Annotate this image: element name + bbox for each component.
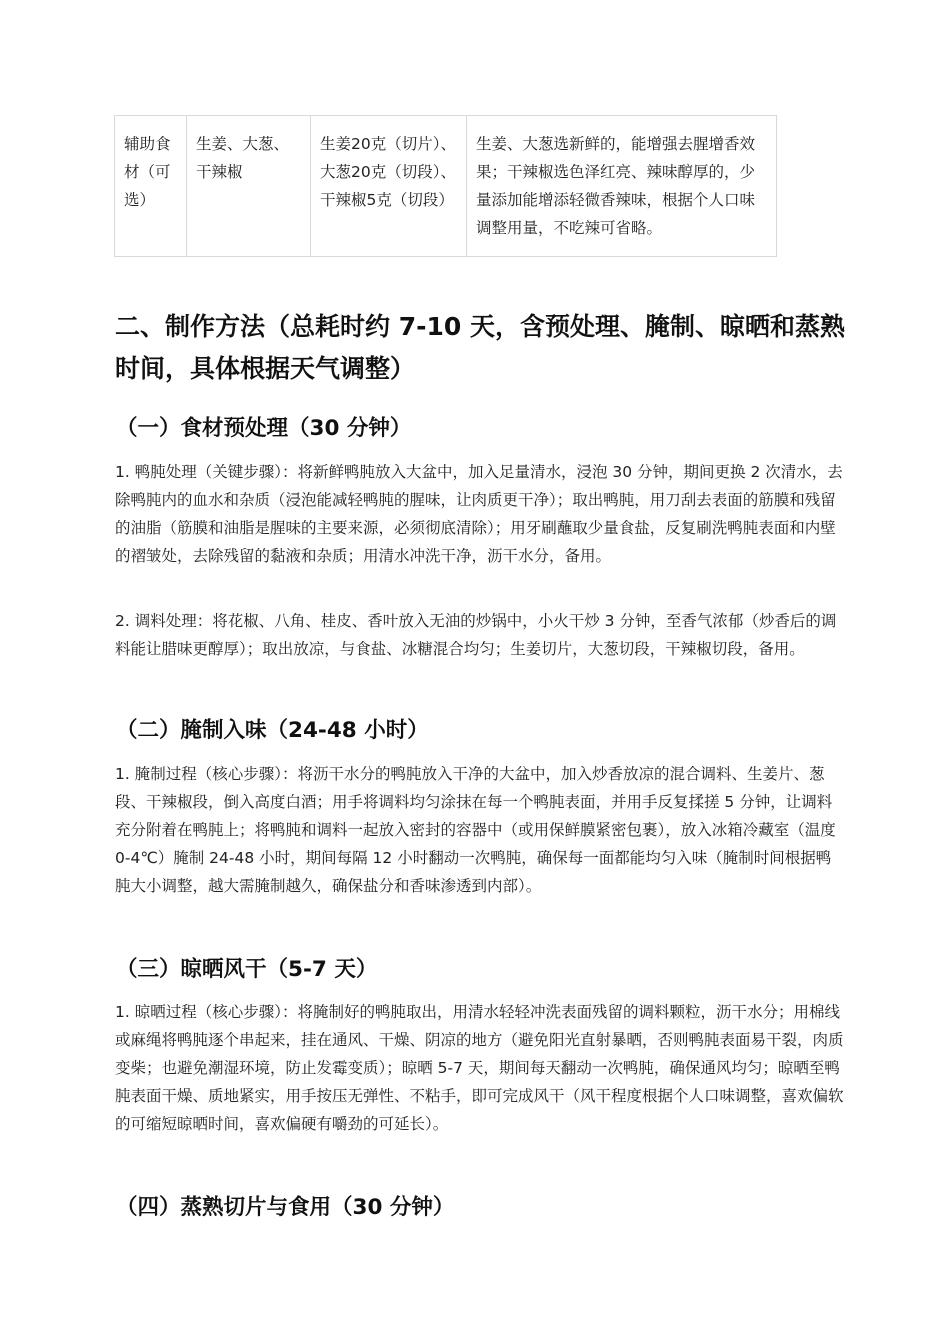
table-cell-note: 生姜、大葱选新鲜的，能增强去腥增香效果；干辣椒选色泽红亮、辣味醇厚的，少量添加能增添轻微香辣味，根据个人口味调整用量，不吃辣可省略。 (467, 116, 777, 257)
table-cell-items: 生姜、大葱、干辣椒 (187, 116, 311, 257)
subheading-preprocess: （一）食材预处理（30 分钟） (116, 416, 412, 441)
table-row (115, 116, 777, 257)
paragraph-step: 1. 鸭肫处理（关键步骤）：将新鲜鸭肫放入大盆中，加入足量清水，浸泡 30 分钟，期间更换 2 次清水，去除鸭肫内的血水和杂质（浸泡能减轻鸭肫的腥味，让肉质更干净）；取出鸭肫，用刀刮去表面的筋膜和残留的油脂（筋膜和油脂是腥味的主要来源，必须彻底清除）；用牙刷蘸取少量食盐，反复刷洗鸭肫表面和内壁的褶皱处，去除残留的黏液和杂质；用清水冲洗干净，沥干水分，备用。 (115, 463, 843, 565)
paragraph-step: 1. 腌制过程（核心步骤）：将沥干水分的鸭肫放入干净的大盆中，加入炒香放凉的混合调料、生姜片、葱段、干辣椒段，倒入高度白酒；用手将调料均匀涂抹在每一个鸭肫表面，并用手反复揉搓 5 分钟，让调料充分附着在鸭肫上；将鸭肫和调料一起放入密封的容器中（或用保鲜膜紧密包裹），放入冰箱冷藏室（温度 0-4℃）腌制 24-48 小时，期间每隔 12 小时翻动一次鸭肫，确保每一面都能均匀入味（腌制时间根据鸭肫大小调整，越大需腌制越久，确保盐分和香味渗透到内部）。 (115, 765, 836, 895)
paragraph-step: 1. 晾晒过程（核心步骤）：将腌制好的鸭肫取出，用清水轻轻冲洗表面残留的调料颗粒，沥干水分；用棉线或麻绳将鸭肫逐个串起来，挂在通风、干燥、阴凉的地方（避免阳光直射暴晒，否则鸭肫表面易干裂，肉质变柴；也避免潮湿环境，防止发霉变质）；晾晒 5-7 天，期间每天翻动一次鸭肫，确保通风均匀；晾晒至鸭肫表面干燥、质地紧实，用手按压无弹性、不粘手，即可完成风干（风干程度根据个人口味调整，喜欢偏软的可缩短晾晒时间，喜欢偏硬有嚼劲的可延长）。 (115, 1003, 844, 1133)
paragraph-step: 2. 调料处理：将花椒、八角、桂皮、香叶放入无油的炒锅中，小火干炒 3 分钟，至香气浓郁（炒香后的调料能让腊味更醇厚）；取出放凉，与食盐、冰糖混合均匀；生姜切片，大葱切段，干辣椒切段，备用。 (115, 612, 837, 658)
table-cell-category: 辅助食材（可选） (115, 116, 187, 257)
subheading-steam: （四）蒸熟切片与食用（30 分钟） (116, 1195, 455, 1220)
subheading-dry: （三）晾晒风干（5-7 天） (116, 957, 378, 982)
subheading-marinate: （二）腌制入味（24-48 小时） (116, 718, 429, 743)
table-cell-amount: 生姜20克（切片）、大葱20克（切段）、干辣椒5克（切段） (311, 116, 467, 257)
ingredients-table (114, 115, 777, 257)
section-heading-method: 二、制作方法（总耗时约 7-10 天，含预处理、腌制、晾晒和蒸熟时间，具体根据天气调整） (115, 312, 845, 383)
